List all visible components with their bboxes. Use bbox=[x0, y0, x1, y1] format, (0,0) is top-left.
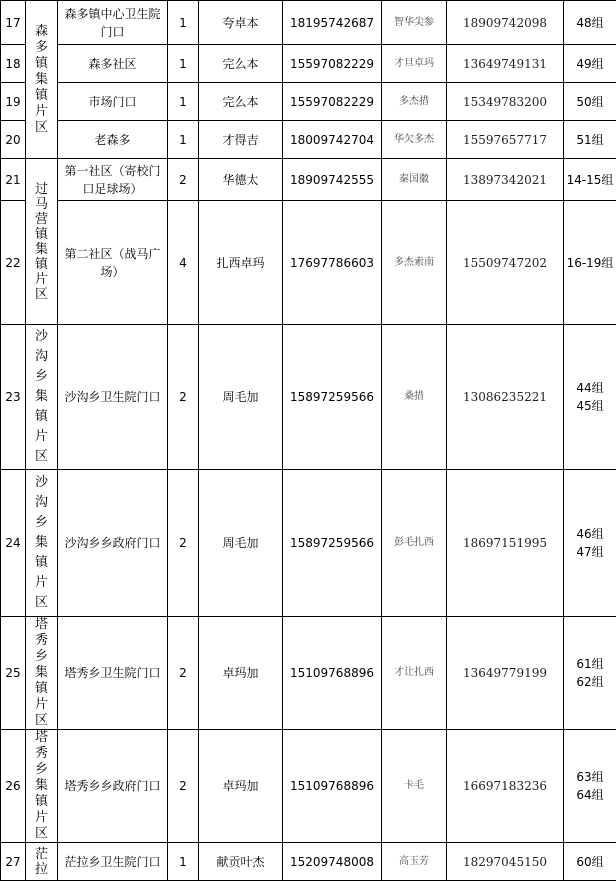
count-cell: 2 bbox=[168, 617, 199, 730]
count-cell: 2 bbox=[168, 325, 199, 470]
contact-phone-cell: 13649749131 bbox=[447, 45, 564, 83]
location-cell: 沙沟乡卫生院门口 bbox=[58, 325, 168, 470]
leader-name-cell: 夸卓本 bbox=[199, 1, 283, 45]
group-cell: 61组 62组 bbox=[564, 617, 616, 730]
row-number-cell: 21 bbox=[1, 159, 26, 201]
region-char: 镇 bbox=[27, 56, 56, 72]
contact-name-cell: 卡毛 bbox=[382, 730, 447, 843]
row-number-cell: 18 bbox=[1, 45, 26, 83]
region-char: 镇 bbox=[27, 257, 56, 272]
region-cell bbox=[26, 470, 58, 617]
row-number-cell: 17 bbox=[1, 1, 26, 45]
leader-name-cell: 卓玛加 bbox=[199, 617, 283, 730]
region-char: 多 bbox=[27, 40, 56, 56]
contact-name-cell: 智华尖参 bbox=[382, 1, 447, 45]
region-char: 马 bbox=[27, 197, 56, 212]
region-char: 沟 bbox=[27, 493, 56, 513]
table-row bbox=[1, 730, 616, 843]
contact-name-cell: 秦国徽 bbox=[382, 159, 447, 201]
region-char: 乡 bbox=[27, 513, 56, 533]
group-cell: 60组 bbox=[564, 843, 616, 881]
leader-phone-cell: 15209748008 bbox=[283, 843, 382, 881]
region-char: 片 bbox=[27, 272, 56, 287]
region-char: 集 bbox=[27, 242, 56, 257]
location-cell: 森多社区 bbox=[58, 45, 168, 83]
leader-phone-cell: 15597082229 bbox=[283, 45, 382, 83]
leader-name-cell: 周毛加 bbox=[199, 470, 283, 617]
row-number-cell: 20 bbox=[1, 121, 26, 159]
contact-name-cell: 高玉芳 bbox=[382, 843, 447, 881]
region-char: 区 bbox=[27, 287, 56, 302]
location-cell: 第一社区（寄校门口足球场） bbox=[58, 159, 168, 201]
leader-phone-cell: 18009742704 bbox=[283, 121, 382, 159]
leader-name-cell: 周毛加 bbox=[199, 325, 283, 470]
location-cell: 老森多 bbox=[58, 121, 168, 159]
region-char: 区 bbox=[27, 120, 56, 136]
count-cell: 1 bbox=[168, 83, 199, 121]
group-cell: 44组 45组 bbox=[564, 325, 616, 470]
contact-phone-cell: 18909742098 bbox=[447, 1, 564, 45]
table-row bbox=[1, 159, 616, 201]
count-cell: 1 bbox=[168, 1, 199, 45]
count-cell: 2 bbox=[168, 159, 199, 201]
leader-phone-cell: 15597082229 bbox=[283, 83, 382, 121]
leader-name-cell: 华德太 bbox=[199, 159, 283, 201]
leader-phone-cell: 15109768896 bbox=[283, 617, 382, 730]
row-number-cell: 26 bbox=[1, 730, 26, 843]
leader-name-cell: 献贡叶杰 bbox=[199, 843, 283, 881]
group-cell: 16-19组 bbox=[564, 201, 616, 325]
region-char: 森 bbox=[27, 24, 56, 40]
table-row bbox=[1, 617, 616, 730]
contact-name-cell: 多杰索南 bbox=[382, 201, 447, 325]
group-cell: 46组 47组 bbox=[564, 470, 616, 617]
contact-phone-cell: 13897342021 bbox=[447, 159, 564, 201]
region-char: 片 bbox=[27, 573, 56, 593]
region-char: 镇 bbox=[27, 407, 56, 427]
row-number-cell: 22 bbox=[1, 201, 26, 325]
group-cell: 48组 bbox=[564, 1, 616, 45]
region-cell bbox=[26, 730, 58, 843]
region-char: 营 bbox=[27, 212, 56, 227]
region-char: 集 bbox=[27, 533, 56, 553]
count-cell: 2 bbox=[168, 730, 199, 843]
row-number-cell: 24 bbox=[1, 470, 26, 617]
region-char: 片 bbox=[27, 427, 56, 447]
group-cell: 14-15组 bbox=[564, 159, 616, 201]
region-char: 镇 bbox=[27, 553, 56, 573]
location-cell: 第二社区（战马广场） bbox=[58, 201, 168, 325]
leader-name-cell: 扎西卓玛 bbox=[199, 201, 283, 325]
table-row bbox=[1, 470, 616, 617]
location-cell: 塔秀乡卫生院门口 bbox=[58, 617, 168, 730]
group-cell: 49组 bbox=[564, 45, 616, 83]
region-char: 镇 bbox=[27, 88, 56, 104]
region-char: 沙 bbox=[27, 473, 56, 493]
location-cell: 茫拉乡卫生院门口 bbox=[58, 843, 168, 881]
region-cell bbox=[26, 1, 58, 159]
leader-phone-cell: 15897259566 bbox=[283, 325, 382, 470]
region-char: 片 bbox=[27, 697, 56, 713]
contact-name-cell: 多杰措 bbox=[382, 83, 447, 121]
region-char: 区 bbox=[27, 713, 56, 729]
table-row bbox=[1, 45, 616, 83]
contact-name-cell: 才让扎西 bbox=[382, 617, 447, 730]
row-number-cell: 25 bbox=[1, 617, 26, 730]
region-char: 集 bbox=[27, 72, 56, 88]
leader-phone-cell: 17697786603 bbox=[283, 201, 382, 325]
contact-name-cell: 才旦卓玛 bbox=[382, 45, 447, 83]
group-cell: 63组 64组 bbox=[564, 730, 616, 843]
region-char: 秀 bbox=[27, 746, 56, 762]
leader-phone-cell: 18909742555 bbox=[283, 159, 382, 201]
table-row bbox=[1, 83, 616, 121]
count-cell: 1 bbox=[168, 45, 199, 83]
region-char: 拉 bbox=[27, 862, 56, 877]
region-cell bbox=[26, 159, 58, 325]
region-char: 乡 bbox=[27, 649, 56, 665]
region-char: 集 bbox=[27, 387, 56, 407]
region-cell bbox=[26, 617, 58, 730]
region-cell bbox=[26, 843, 58, 881]
leader-name-cell: 完么本 bbox=[199, 83, 283, 121]
contact-phone-cell: 18697151995 bbox=[447, 470, 564, 617]
contact-phone-cell: 15349783200 bbox=[447, 83, 564, 121]
row-number-cell: 23 bbox=[1, 325, 26, 470]
leader-phone-cell: 15109768896 bbox=[283, 730, 382, 843]
region-char: 集 bbox=[27, 778, 56, 794]
count-cell: 2 bbox=[168, 470, 199, 617]
region-cell bbox=[26, 325, 58, 470]
group-cell: 50组 bbox=[564, 83, 616, 121]
region-char: 沙 bbox=[27, 327, 56, 347]
region-char: 秀 bbox=[27, 633, 56, 649]
leader-phone-cell: 15897259566 bbox=[283, 470, 382, 617]
table-row bbox=[1, 325, 616, 470]
region-char: 镇 bbox=[27, 227, 56, 242]
table-row bbox=[1, 1, 616, 45]
count-cell: 4 bbox=[168, 201, 199, 325]
region-char: 集 bbox=[27, 665, 56, 681]
location-cell: 塔秀乡乡政府门口 bbox=[58, 730, 168, 843]
region-char: 沟 bbox=[27, 347, 56, 367]
region-char: 片 bbox=[27, 104, 56, 120]
location-cell: 森多镇中心卫生院门口 bbox=[58, 1, 168, 45]
region-char: 塔 bbox=[27, 730, 56, 746]
contact-name-cell: 华欠多杰 bbox=[382, 121, 447, 159]
contact-phone-cell: 15509747202 bbox=[447, 201, 564, 325]
region-char: 片 bbox=[27, 810, 56, 826]
leader-name-cell: 才得吉 bbox=[199, 121, 283, 159]
leader-phone-cell: 18195742687 bbox=[283, 1, 382, 45]
region-char: 镇 bbox=[27, 794, 56, 810]
location-cell: 沙沟乡乡政府门口 bbox=[58, 470, 168, 617]
table-row bbox=[1, 843, 616, 881]
region-char: 乡 bbox=[27, 367, 56, 387]
contact-name-cell: 彭毛扎西 bbox=[382, 470, 447, 617]
contact-phone-cell: 13086235221 bbox=[447, 325, 564, 470]
table-row bbox=[1, 201, 616, 325]
leader-name-cell: 卓玛加 bbox=[199, 730, 283, 843]
count-cell: 1 bbox=[168, 843, 199, 881]
count-cell: 1 bbox=[168, 121, 199, 159]
region-char: 茫 bbox=[27, 847, 56, 862]
region-char: 区 bbox=[27, 593, 56, 613]
group-cell: 51组 bbox=[564, 121, 616, 159]
row-number-cell: 27 bbox=[1, 843, 26, 881]
contact-name-cell: 桑措 bbox=[382, 325, 447, 470]
region-char: 区 bbox=[27, 447, 56, 467]
contact-phone-cell: 13649779199 bbox=[447, 617, 564, 730]
row-number-cell: 19 bbox=[1, 83, 26, 121]
region-char: 区 bbox=[27, 826, 56, 842]
contact-phone-cell: 16697183236 bbox=[447, 730, 564, 843]
region-char: 塔 bbox=[27, 617, 56, 633]
location-cell: 市场门口 bbox=[58, 83, 168, 121]
table-row bbox=[1, 121, 616, 159]
leader-name-cell: 完么本 bbox=[199, 45, 283, 83]
region-char: 镇 bbox=[27, 681, 56, 697]
contact-phone-cell: 15597657717 bbox=[447, 121, 564, 159]
region-char: 过 bbox=[27, 182, 56, 197]
contact-phone-cell: 18297045150 bbox=[447, 843, 564, 881]
region-char: 乡 bbox=[27, 762, 56, 778]
